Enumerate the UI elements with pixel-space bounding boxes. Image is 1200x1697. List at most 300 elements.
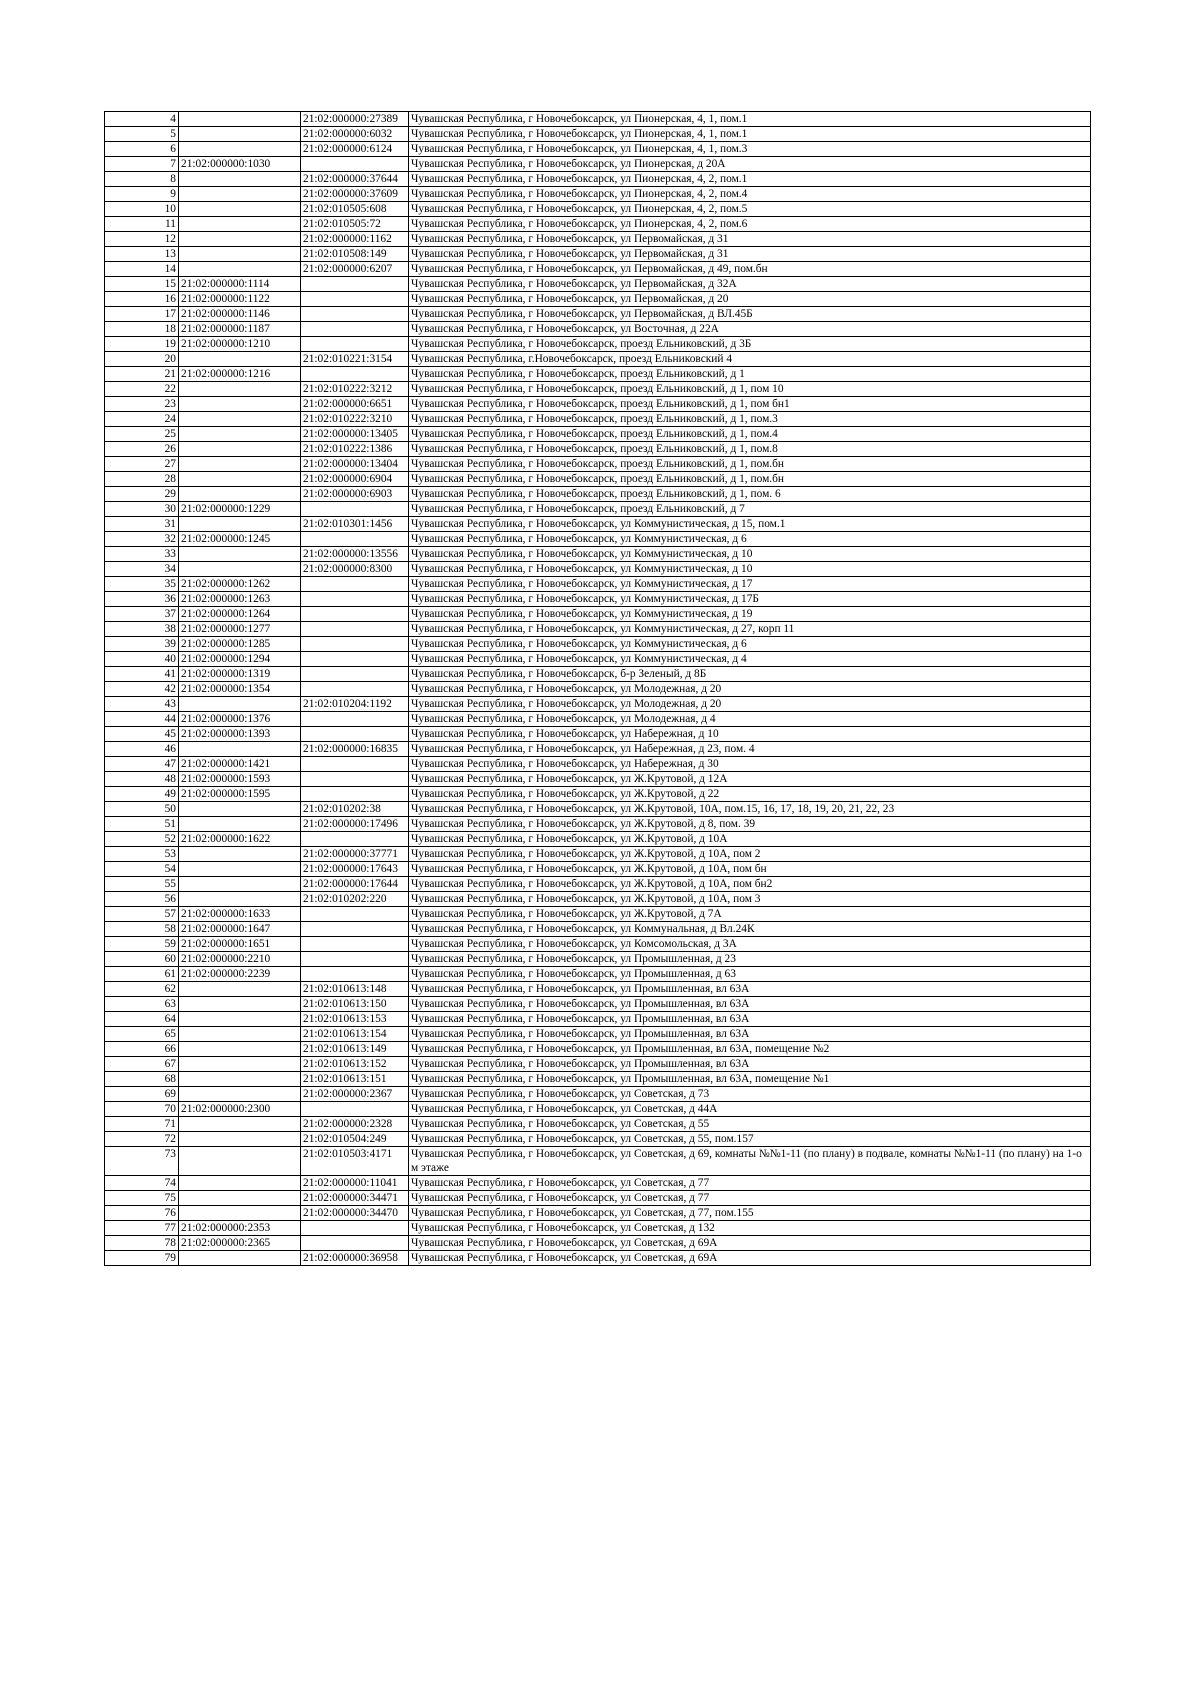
object-cadastral-number-cell: 21:02:000000:8300 (301, 562, 409, 577)
land-cadastral-number-cell (179, 1087, 301, 1102)
address-cell: Чувашская Республика, г Новочебоксарск, ул Коммунистическая, д 10 (409, 547, 1091, 562)
table-row (105, 277, 1091, 292)
address-cell: Чувашская Республика, г Новочебоксарск, ул Восточная, д 22А (409, 322, 1091, 337)
address-cell: Чувашская Республика, г Новочебоксарск, ул Советская, д 73 (409, 1087, 1091, 1102)
table-row (105, 442, 1091, 457)
row-number-cell: 21 (105, 367, 179, 382)
table-row (105, 622, 1091, 637)
address-cell: Чувашская Республика, г Новочебоксарск, проезд Ельниковский, д 1, пом.8 (409, 442, 1091, 457)
object-cadastral-number-cell: 21:02:010613:151 (301, 1072, 409, 1087)
address-cell: Чувашская Республика, г Новочебоксарск, ул Советская, д 77 (409, 1191, 1091, 1206)
row-number-cell: 52 (105, 832, 179, 847)
object-cadastral-number-cell: 21:02:010505:72 (301, 217, 409, 232)
land-cadastral-number-cell (179, 1027, 301, 1042)
table-row (105, 157, 1091, 172)
land-cadastral-number-cell: 21:02:000000:1216 (179, 367, 301, 382)
land-cadastral-number-cell: 21:02:000000:1187 (179, 322, 301, 337)
address-cell: Чувашская Республика, г Новочебоксарск, ул Пионерская, 4, 2, пом.1 (409, 172, 1091, 187)
address-cell: Чувашская Республика, г Новочебоксарск, ул Первомайская, д 31 (409, 247, 1091, 262)
row-number-cell: 33 (105, 547, 179, 562)
row-number-cell: 69 (105, 1087, 179, 1102)
table-row (105, 652, 1091, 667)
row-number-cell: 75 (105, 1191, 179, 1206)
land-cadastral-number-cell (179, 217, 301, 232)
object-cadastral-number-cell: 21:02:010505:608 (301, 202, 409, 217)
land-cadastral-number-cell (179, 1012, 301, 1027)
row-number-cell: 50 (105, 802, 179, 817)
address-cell: Чувашская Республика, г Новочебоксарск, ул Пионерская, 4, 1, пом.3 (409, 142, 1091, 157)
address-cell: Чувашская Республика, г Новочебоксарск, ул Промышленная, вл 63А (409, 1027, 1091, 1042)
land-cadastral-number-cell: 21:02:000000:2210 (179, 952, 301, 967)
object-cadastral-number-cell: 21:02:000000:13404 (301, 457, 409, 472)
address-cell: Чувашская Республика, г Новочебоксарск, ул Первомайская, д ВЛ.45Б (409, 307, 1091, 322)
address-cell: Чувашская Республика, г Новочебоксарск, ул Пионерская, 4, 1, пом.1 (409, 127, 1091, 142)
table-row (105, 1117, 1091, 1132)
object-cadastral-number-cell: 21:02:010613:153 (301, 1012, 409, 1027)
object-cadastral-number-cell (301, 307, 409, 322)
address-cell: Чувашская Республика, г Новочебоксарск, ул Пионерская, 4, 2, пом.5 (409, 202, 1091, 217)
land-cadastral-number-cell: 21:02:000000:1622 (179, 832, 301, 847)
object-cadastral-number-cell: 21:02:000000:6904 (301, 472, 409, 487)
object-cadastral-number-cell (301, 277, 409, 292)
table-row (105, 1102, 1091, 1117)
land-cadastral-number-cell: 21:02:000000:1319 (179, 667, 301, 682)
address-cell: Чувашская Республика, г Новочебоксарск, проезд Ельниковский, д 1, пом. 6 (409, 487, 1091, 502)
object-cadastral-number-cell: 21:02:000000:6032 (301, 127, 409, 142)
land-cadastral-number-cell (179, 142, 301, 157)
table-row (105, 1236, 1091, 1251)
object-cadastral-number-cell: 21:02:000000:17643 (301, 862, 409, 877)
table-row (105, 232, 1091, 247)
address-cell: Чувашская Республика, г Новочебоксарск, ул Коммунистическая, д 6 (409, 532, 1091, 547)
row-number-cell: 58 (105, 922, 179, 937)
object-cadastral-number-cell (301, 637, 409, 652)
row-number-cell: 61 (105, 967, 179, 982)
table-row (105, 1221, 1091, 1236)
address-cell: Чувашская Республика, г Новочебоксарск, ул Коммунистическая, д 6 (409, 637, 1091, 652)
object-cadastral-number-cell: 21:02:000000:2367 (301, 1087, 409, 1102)
table-row (105, 697, 1091, 712)
object-cadastral-number-cell: 21:02:000000:34471 (301, 1191, 409, 1206)
address-cell: Чувашская Республика, г Новочебоксарск, ул Ж.Крутовой, д 12А (409, 772, 1091, 787)
object-cadastral-number-cell (301, 292, 409, 307)
object-cadastral-number-cell (301, 367, 409, 382)
object-cadastral-number-cell (301, 322, 409, 337)
table-row (105, 997, 1091, 1012)
address-cell: Чувашская Республика, г Новочебоксарск, ул Коммунистическая, д 4 (409, 652, 1091, 667)
row-number-cell: 59 (105, 937, 179, 952)
table-row (105, 577, 1091, 592)
row-number-cell: 28 (105, 472, 179, 487)
object-cadastral-number-cell: 21:02:010222:1386 (301, 442, 409, 457)
object-cadastral-number-cell: 21:02:000000:34470 (301, 1206, 409, 1221)
row-number-cell: 40 (105, 652, 179, 667)
table-row (105, 427, 1091, 442)
address-cell: Чувашская Республика, г Новочебоксарск, ул Советская, д 69А (409, 1236, 1091, 1251)
table-row (105, 367, 1091, 382)
row-number-cell: 15 (105, 277, 179, 292)
address-cell: Чувашская Республика, г Новочебоксарск, ул Советская, д 55, пом.157 (409, 1132, 1091, 1147)
land-cadastral-number-cell (179, 1117, 301, 1132)
land-cadastral-number-cell (179, 262, 301, 277)
table-row (105, 352, 1091, 367)
land-cadastral-number-cell (179, 352, 301, 367)
row-number-cell: 19 (105, 337, 179, 352)
table-row (105, 1206, 1091, 1221)
address-cell: Чувашская Республика, г Новочебоксарск, ул Коммунистическая, д 27, корп 11 (409, 622, 1091, 637)
object-cadastral-number-cell (301, 667, 409, 682)
row-number-cell: 31 (105, 517, 179, 532)
row-number-cell: 74 (105, 1176, 179, 1191)
address-cell: Чувашская Республика, г Новочебоксарск, ул Коммунистическая, д 10 (409, 562, 1091, 577)
address-cell: Чувашская Республика, г Новочебоксарск, ул Набережная, д 30 (409, 757, 1091, 772)
land-cadastral-number-cell: 21:02:000000:1595 (179, 787, 301, 802)
land-cadastral-number-cell (179, 382, 301, 397)
address-cell: Чувашская Республика, г Новочебоксарск, ул Пионерская, д 20А (409, 157, 1091, 172)
land-cadastral-number-cell (179, 202, 301, 217)
row-number-cell: 64 (105, 1012, 179, 1027)
row-number-cell: 4 (105, 112, 179, 127)
object-cadastral-number-cell: 21:02:010613:152 (301, 1057, 409, 1072)
table-row (105, 892, 1091, 907)
row-number-cell: 18 (105, 322, 179, 337)
row-number-cell: 49 (105, 787, 179, 802)
land-cadastral-number-cell (179, 1191, 301, 1206)
row-number-cell: 27 (105, 457, 179, 472)
address-cell: Чувашская Республика, г Новочебоксарск, ул Промышленная, вл 63А (409, 1057, 1091, 1072)
land-cadastral-number-cell: 21:02:000000:1146 (179, 307, 301, 322)
table-row (105, 1251, 1091, 1266)
row-number-cell: 9 (105, 187, 179, 202)
land-cadastral-number-cell (179, 877, 301, 892)
row-number-cell: 16 (105, 292, 179, 307)
land-cadastral-number-cell: 21:02:000000:1421 (179, 757, 301, 772)
row-number-cell: 55 (105, 877, 179, 892)
table-row (105, 1057, 1091, 1072)
table-row (105, 487, 1091, 502)
table-row (105, 592, 1091, 607)
row-number-cell: 10 (105, 202, 179, 217)
land-cadastral-number-cell (179, 862, 301, 877)
table-row (105, 247, 1091, 262)
row-number-cell: 48 (105, 772, 179, 787)
address-cell: Чувашская Республика, г Новочебоксарск, ул Комсомольская, д 3А (409, 937, 1091, 952)
land-cadastral-number-cell (179, 817, 301, 832)
row-number-cell: 5 (105, 127, 179, 142)
row-number-cell: 76 (105, 1206, 179, 1221)
address-cell: Чувашская Республика, г Новочебоксарск, ул Советская, д 77 (409, 1176, 1091, 1191)
land-cadastral-number-cell (179, 517, 301, 532)
object-cadastral-number-cell (301, 652, 409, 667)
land-cadastral-number-cell: 21:02:000000:1277 (179, 622, 301, 637)
address-cell: Чувашская Республика, г Новочебоксарск, проезд Ельниковский, д 3Б (409, 337, 1091, 352)
row-number-cell: 44 (105, 712, 179, 727)
land-cadastral-number-cell (179, 997, 301, 1012)
table-row (105, 337, 1091, 352)
land-cadastral-number-cell (179, 1251, 301, 1266)
table-row (105, 1191, 1091, 1206)
land-cadastral-number-cell (179, 1147, 301, 1176)
object-cadastral-number-cell: 21:02:010613:150 (301, 997, 409, 1012)
table-row (105, 1087, 1091, 1102)
address-cell: Чувашская Республика, г Новочебоксарск, ул Ж.Крутовой, д 22 (409, 787, 1091, 802)
land-cadastral-number-cell: 21:02:000000:1262 (179, 577, 301, 592)
land-cadastral-number-cell: 21:02:000000:1030 (179, 157, 301, 172)
object-cadastral-number-cell: 21:02:010202:220 (301, 892, 409, 907)
row-number-cell: 32 (105, 532, 179, 547)
row-number-cell: 23 (105, 397, 179, 412)
land-cadastral-number-cell (179, 1072, 301, 1087)
row-number-cell: 13 (105, 247, 179, 262)
address-cell: Чувашская Республика, г Новочебоксарск, проезд Ельниковский, д 1, пом.бн (409, 457, 1091, 472)
object-cadastral-number-cell: 21:02:000000:6651 (301, 397, 409, 412)
land-cadastral-number-cell (179, 982, 301, 997)
address-cell: Чувашская Республика, г Новочебоксарск, ул Промышленная, вл 63А, помещение №1 (409, 1072, 1091, 1087)
address-cell: Чувашская Республика, г Новочебоксарск, ул Коммунистическая, д 17 (409, 577, 1091, 592)
object-cadastral-number-cell (301, 772, 409, 787)
object-cadastral-number-cell (301, 682, 409, 697)
row-number-cell: 77 (105, 1221, 179, 1236)
row-number-cell: 67 (105, 1057, 179, 1072)
object-cadastral-number-cell: 21:02:010508:149 (301, 247, 409, 262)
table-row (105, 757, 1091, 772)
table-row (105, 607, 1091, 622)
object-cadastral-number-cell: 21:02:010221:3154 (301, 352, 409, 367)
address-cell: Чувашская Республика, г Новочебоксарск, ул Коммунистическая, д 19 (409, 607, 1091, 622)
object-cadastral-number-cell: 21:02:010222:3210 (301, 412, 409, 427)
land-cadastral-number-cell (179, 802, 301, 817)
object-cadastral-number-cell (301, 907, 409, 922)
land-cadastral-number-cell: 21:02:000000:1593 (179, 772, 301, 787)
row-number-cell: 35 (105, 577, 179, 592)
table-row (105, 397, 1091, 412)
table-row (105, 457, 1091, 472)
address-cell: Чувашская Республика, г Новочебоксарск, ул Коммунистическая, д 17Б (409, 592, 1091, 607)
table-row (105, 142, 1091, 157)
object-cadastral-number-cell: 21:02:000000:27389 (301, 112, 409, 127)
object-cadastral-number-cell: 21:02:000000:13405 (301, 427, 409, 442)
address-cell: Чувашская Республика, г Новочебоксарск, ул Советская, д 69А (409, 1251, 1091, 1266)
row-number-cell: 38 (105, 622, 179, 637)
land-cadastral-number-cell: 21:02:000000:2365 (179, 1236, 301, 1251)
address-cell: Чувашская Республика, г Новочебоксарск, ул Советская, д 55 (409, 1117, 1091, 1132)
table-row (105, 637, 1091, 652)
table-row (105, 847, 1091, 862)
land-cadastral-number-cell (179, 1057, 301, 1072)
table-row (105, 877, 1091, 892)
address-cell: Чувашская Республика, г Новочебоксарск, проезд Ельниковский, д 1, пом 10 (409, 382, 1091, 397)
land-cadastral-number-cell: 21:02:000000:1210 (179, 337, 301, 352)
row-number-cell: 24 (105, 412, 179, 427)
address-cell: Чувашская Республика, г Новочебоксарск, ул Набережная, д 23, пом. 4 (409, 742, 1091, 757)
row-number-cell: 42 (105, 682, 179, 697)
object-cadastral-number-cell (301, 937, 409, 952)
land-cadastral-number-cell (179, 847, 301, 862)
address-cell: Чувашская Республика, г Новочебоксарск, ул Молодежная, д 20 (409, 682, 1091, 697)
object-cadastral-number-cell (301, 1102, 409, 1117)
row-number-cell: 36 (105, 592, 179, 607)
object-cadastral-number-cell: 21:02:010301:1456 (301, 517, 409, 532)
object-cadastral-number-cell: 21:02:010222:3212 (301, 382, 409, 397)
table-row (105, 667, 1091, 682)
table-row (105, 682, 1091, 697)
row-number-cell: 26 (105, 442, 179, 457)
land-cadastral-number-cell: 21:02:000000:2353 (179, 1221, 301, 1236)
land-cadastral-number-cell: 21:02:000000:1245 (179, 532, 301, 547)
land-cadastral-number-cell (179, 697, 301, 712)
row-number-cell: 7 (105, 157, 179, 172)
land-cadastral-number-cell: 21:02:000000:1285 (179, 637, 301, 652)
table-row (105, 772, 1091, 787)
address-cell: Чувашская Республика, г Новочебоксарск, проезд Ельниковский, д 1, пом.бн (409, 472, 1091, 487)
table-row (105, 862, 1091, 877)
object-cadastral-number-cell (301, 157, 409, 172)
address-cell: Чувашская Республика, г Новочебоксарск, ул Советская, д 77, пом.155 (409, 1206, 1091, 1221)
land-cadastral-number-cell (179, 472, 301, 487)
row-number-cell: 70 (105, 1102, 179, 1117)
row-number-cell: 71 (105, 1117, 179, 1132)
land-cadastral-number-cell (179, 547, 301, 562)
land-cadastral-number-cell (179, 487, 301, 502)
table-row (105, 382, 1091, 397)
row-number-cell: 20 (105, 352, 179, 367)
row-number-cell: 41 (105, 667, 179, 682)
row-number-cell: 45 (105, 727, 179, 742)
property-registry-table (104, 111, 1091, 1266)
row-number-cell: 62 (105, 982, 179, 997)
object-cadastral-number-cell: 21:02:000000:2328 (301, 1117, 409, 1132)
table-row (105, 712, 1091, 727)
row-number-cell: 6 (105, 142, 179, 157)
land-cadastral-number-cell: 21:02:000000:1122 (179, 292, 301, 307)
table-row (105, 217, 1091, 232)
address-cell: Чувашская Республика, г Новочебоксарск, ул Молодежная, д 20 (409, 697, 1091, 712)
table-row (105, 967, 1091, 982)
object-cadastral-number-cell: 21:02:000000:6903 (301, 487, 409, 502)
table-row (105, 742, 1091, 757)
address-cell: Чувашская Республика, г Новочебоксарск, ул Первомайская, д 49, пом.бн (409, 262, 1091, 277)
table-row (105, 472, 1091, 487)
row-number-cell: 78 (105, 1236, 179, 1251)
table-row (105, 112, 1091, 127)
table-row (105, 1012, 1091, 1027)
object-cadastral-number-cell (301, 337, 409, 352)
row-number-cell: 12 (105, 232, 179, 247)
land-cadastral-number-cell (179, 442, 301, 457)
row-number-cell: 60 (105, 952, 179, 967)
address-cell: Чувашская Республика, г.Новочебоксарск, проезд Ельниковский 4 (409, 352, 1091, 367)
object-cadastral-number-cell: 21:02:000000:37644 (301, 172, 409, 187)
address-cell: Чувашская Республика, г Новочебоксарск, ул Коммунальная, д Вл.24К (409, 922, 1091, 937)
land-cadastral-number-cell (179, 562, 301, 577)
land-cadastral-number-cell (179, 172, 301, 187)
table-row (105, 292, 1091, 307)
row-number-cell: 30 (105, 502, 179, 517)
table-row (105, 922, 1091, 937)
object-cadastral-number-cell (301, 502, 409, 517)
land-cadastral-number-cell (179, 1042, 301, 1057)
table-row (105, 817, 1091, 832)
row-number-cell: 47 (105, 757, 179, 772)
land-cadastral-number-cell (179, 1176, 301, 1191)
land-cadastral-number-cell: 21:02:000000:1651 (179, 937, 301, 952)
row-number-cell: 46 (105, 742, 179, 757)
address-cell: Чувашская Республика, г Новочебоксарск, проезд Ельниковский, д 1 (409, 367, 1091, 382)
address-cell: Чувашская Республика, г Новочебоксарск, проезд Ельниковский, д 1, пом.4 (409, 427, 1091, 442)
address-cell: Чувашская Республика, г Новочебоксарск, ул Ж.Крутовой, д 10А, пом 3 (409, 892, 1091, 907)
address-cell: Чувашская Республика, г Новочебоксарск, ул Пионерская, 4, 1, пом.1 (409, 112, 1091, 127)
row-number-cell: 14 (105, 262, 179, 277)
address-cell: Чувашская Республика, г Новочебоксарск, ул Ж.Крутовой, д 10А, пом бн2 (409, 877, 1091, 892)
address-cell: Чувашская Республика, г Новочебоксарск, ул Пионерская, 4, 2, пом.6 (409, 217, 1091, 232)
land-cadastral-number-cell (179, 457, 301, 472)
address-cell: Чувашская Республика, г Новочебоксарск, б-р Зеленый, д 8Б (409, 667, 1091, 682)
table-row (105, 547, 1091, 562)
object-cadastral-number-cell: 21:02:000000:36958 (301, 1251, 409, 1266)
address-cell: Чувашская Республика, г Новочебоксарск, ул Коммунистическая, д 15, пом.1 (409, 517, 1091, 532)
land-cadastral-number-cell: 21:02:000000:2239 (179, 967, 301, 982)
table-row (105, 532, 1091, 547)
object-cadastral-number-cell: 21:02:000000:6124 (301, 142, 409, 157)
table-row (105, 307, 1091, 322)
land-cadastral-number-cell: 21:02:000000:2300 (179, 1102, 301, 1117)
object-cadastral-number-cell: 21:02:000000:16835 (301, 742, 409, 757)
object-cadastral-number-cell: 21:02:000000:37609 (301, 187, 409, 202)
address-cell: Чувашская Республика, г Новочебоксарск, ул Советская, д 44А (409, 1102, 1091, 1117)
object-cadastral-number-cell: 21:02:010202:38 (301, 802, 409, 817)
object-cadastral-number-cell (301, 1221, 409, 1236)
table-row (105, 562, 1091, 577)
land-cadastral-number-cell (179, 397, 301, 412)
object-cadastral-number-cell: 21:02:010613:148 (301, 982, 409, 997)
land-cadastral-number-cell (179, 1132, 301, 1147)
land-cadastral-number-cell (179, 412, 301, 427)
object-cadastral-number-cell (301, 577, 409, 592)
land-cadastral-number-cell: 21:02:000000:1263 (179, 592, 301, 607)
address-cell: Чувашская Республика, г Новочебоксарск, ул Промышленная, вл 63А (409, 982, 1091, 997)
table-row (105, 412, 1091, 427)
land-cadastral-number-cell (179, 742, 301, 757)
row-number-cell: 65 (105, 1027, 179, 1042)
row-number-cell: 54 (105, 862, 179, 877)
address-cell: Чувашская Республика, г Новочебоксарск, ул Промышленная, вл 63А (409, 1012, 1091, 1027)
land-cadastral-number-cell: 21:02:000000:1264 (179, 607, 301, 622)
row-number-cell: 22 (105, 382, 179, 397)
land-cadastral-number-cell: 21:02:000000:1354 (179, 682, 301, 697)
row-number-cell: 57 (105, 907, 179, 922)
object-cadastral-number-cell: 21:02:010613:149 (301, 1042, 409, 1057)
land-cadastral-number-cell: 21:02:000000:1376 (179, 712, 301, 727)
table-row (105, 502, 1091, 517)
row-number-cell: 39 (105, 637, 179, 652)
object-cadastral-number-cell (301, 832, 409, 847)
row-number-cell: 29 (105, 487, 179, 502)
object-cadastral-number-cell: 21:02:010204:1192 (301, 697, 409, 712)
row-number-cell: 51 (105, 817, 179, 832)
address-cell: Чувашская Республика, г Новочебоксарск, проезд Ельниковский, д 1, пом.3 (409, 412, 1091, 427)
row-number-cell: 56 (105, 892, 179, 907)
address-cell: Чувашская Республика, г Новочебоксарск, ул Ж.Крутовой, д 10А, пом 2 (409, 847, 1091, 862)
object-cadastral-number-cell: 21:02:000000:1162 (301, 232, 409, 247)
address-cell: Чувашская Республика, г Новочебоксарск, ул Промышленная, вл 63А, помещение №2 (409, 1042, 1091, 1057)
land-cadastral-number-cell (179, 127, 301, 142)
address-cell: Чувашская Республика, г Новочебоксарск, проезд Ельниковский, д 1, пом бн1 (409, 397, 1091, 412)
land-cadastral-number-cell (179, 247, 301, 262)
address-cell: Чувашская Республика, г Новочебоксарск, ул Ж.Крутовой, д 8, пом. 39 (409, 817, 1091, 832)
row-number-cell: 63 (105, 997, 179, 1012)
land-cadastral-number-cell: 21:02:000000:1633 (179, 907, 301, 922)
table-row (105, 172, 1091, 187)
